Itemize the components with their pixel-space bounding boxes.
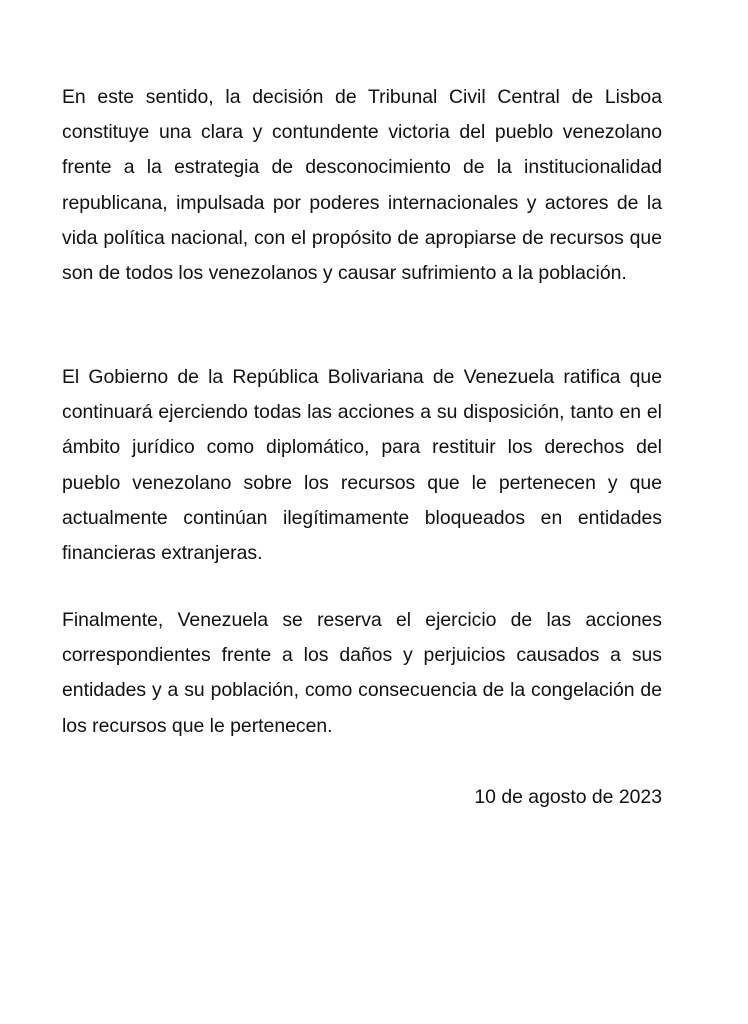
document-date: 10 de agosto de 2023 bbox=[474, 786, 662, 808]
paragraph-government-ratifies: El Gobierno de la República Bolivariana de Venezuela ratifica que continuará ejerciendo todas las acciones a su disposición, tanto en el ámbito jurídico como diplomático, para restituir los derechos del pueblo venezolano sobre los recursos que le pertenecen y que actualmente continúan ilegítimamente bloqueados en entidades financieras extranjeras. bbox=[62, 366, 662, 565]
paragraph-reservation-of-actions: Finalmente, Venezuela se reserva el ejercicio de las acciones correspondientes frente a los daños y perjuicios causados a sus entidades y a su población, como consecuencia de la congelación de los recursos que le pertenecen. bbox=[62, 609, 662, 737]
paragraph-tribunal-decision: En este sentido, la decisión de Tribunal Civil Central de Lisboa constituye una clara y contundente victoria del pueblo venezolano frente a la estrategia de desconocimiento de la institucionalidad republicana, impulsada por poderes internacionales y actores de la vida política nacional, con el propósito de apropiarse de recursos que son de todos los venezolanos y causar sufrimiento a la población. bbox=[62, 86, 662, 285]
